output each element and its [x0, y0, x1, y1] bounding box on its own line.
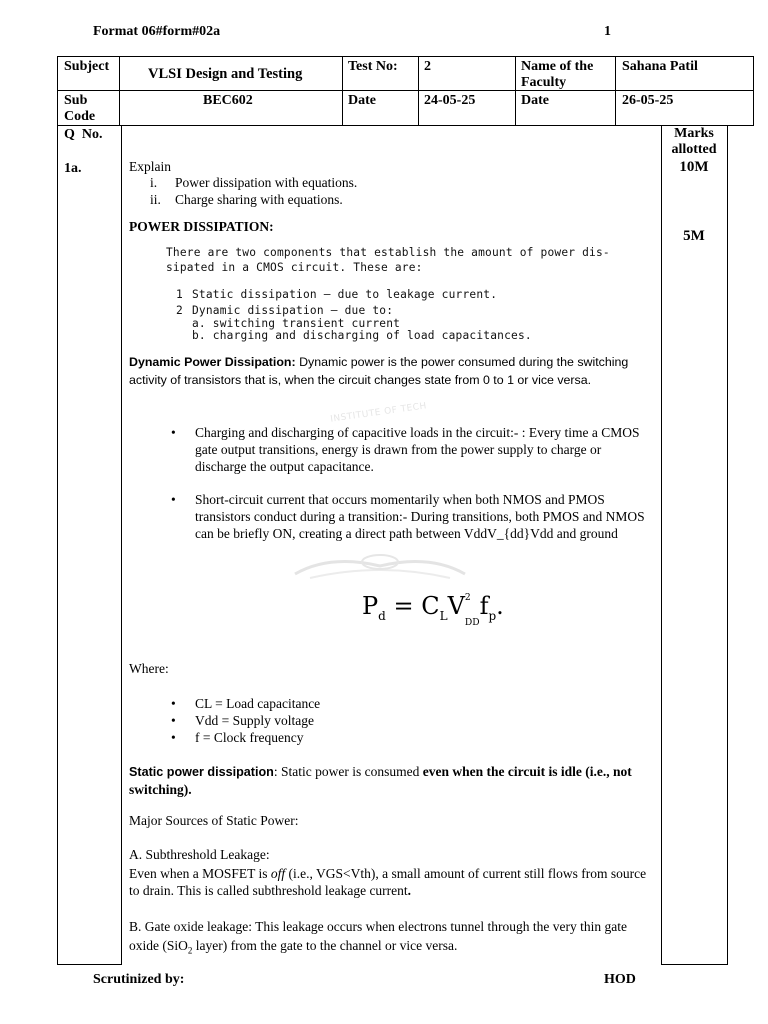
power-equation: $P_d = C_LV$ 2 $_{DD}f_p$.	[362, 592, 504, 629]
explain-label: Explain	[129, 159, 171, 174]
date-label-2: Date	[521, 93, 549, 108]
scanned-item-1-num: 1	[176, 288, 183, 301]
sub-code-label: Sub Code	[64, 93, 96, 124]
test-no-value: 2	[424, 59, 431, 74]
subthreshold-title: A. Subthreshold Leakage:	[129, 847, 270, 862]
scanned-item-1-text: Static dissipation — due to leakage current.	[192, 288, 498, 301]
dynamic-power-title: Dynamic Power Dissipation:	[129, 355, 296, 369]
question-number: 1a.	[64, 161, 82, 176]
marks-total: 10M	[679, 159, 709, 175]
where-label: Where:	[129, 661, 169, 676]
list-item: • Vdd = Supply voltage	[171, 712, 571, 729]
date-value-1: 24-05-25	[424, 93, 476, 108]
sub-item-2-num: ii.	[150, 192, 161, 207]
faculty-label: Name of the Faculty	[521, 59, 594, 90]
sub-item-2-text: Charge sharing with equations.	[175, 192, 343, 207]
date-label-1: Date	[348, 93, 376, 108]
scanned-intro-line-1: There are two components that establish the amount of power dis-	[166, 246, 610, 259]
power-dissipation-heading: POWER DISSIPATION:	[129, 219, 274, 234]
date-value-2: 26-05-25	[622, 93, 674, 108]
scanned-sub-item-b: b. charging and discharging of load capacitances.	[192, 329, 532, 342]
scrutinized-label: Scrutinized by:	[93, 972, 185, 987]
list-item: • Charging and discharging of capacitive loads in the circuit:- : Every time a CMOS gate output transitions, energy is drawn from the power supply to charge or discharge the output capacitance.	[171, 424, 651, 475]
hod-label: HOD	[604, 972, 636, 987]
subthreshold-paragraph: Even when a MOSFET is off (i.e., VGS<Vth), a small amount of current still flows from source to drain. This is called subthreshold leakage current.	[129, 866, 647, 898]
scanned-item-2-text: Dynamic dissipation — due to:	[192, 304, 394, 317]
list-item: • CL = Load capacitance	[171, 695, 571, 712]
gate-oxide-paragraph: B. Gate oxide leakage: This leakage occurs when electrons tunnel through the very thin gate oxide (SiO$_2$ layer) from the gate to the channel or vice versa.	[129, 919, 627, 956]
major-sources-label: Major Sources of Static Power:	[129, 813, 299, 828]
q-no-label: Q No.	[64, 127, 103, 142]
watermark-text: INSTITUTE OF TECH	[329, 401, 428, 425]
list-item: • f = Clock frequency	[171, 729, 571, 746]
dynamic-power-text: Dynamic power is the power consumed during the switching activity of transistors that is, when the circuit changes state from 0 to 1 or vice versa.	[129, 355, 629, 387]
scanned-sub-item-a: a. switching transient current	[192, 317, 401, 330]
dynamic-causes-list	[171, 424, 651, 542]
sub-code-value: BEC602	[203, 93, 253, 108]
test-no-label: Test No:	[348, 59, 398, 74]
static-power-paragraph: Static power dissipation: Static power is consumed even when the circuit is idle (i.e., not switching).	[129, 764, 632, 797]
sub-item-1-text: Power dissipation with equations.	[175, 175, 358, 190]
subject-value: VLSI Design and Testing	[148, 66, 303, 82]
watermark-emblem	[290, 548, 470, 584]
subject-label: Subject	[64, 59, 110, 74]
page-number: 1	[604, 24, 611, 39]
faculty-value: Sahana Patil	[622, 59, 698, 74]
scanned-intro-line-2: sipated in a CMOS circuit. These are:	[166, 261, 423, 274]
list-item: • Short-circuit current that occurs momentarily when both NMOS and PMOS transistors conduct during a transition:- During transitions, both PMOS and NMOS can be briefly ON, creating a direct path between VddV_{dd}Vdd and ground	[171, 491, 651, 542]
sub-item-1-num: i.	[150, 175, 158, 190]
marks-part: 5M	[683, 228, 705, 244]
format-code: Format 06#form#02a	[93, 24, 221, 39]
where-list	[171, 695, 571, 746]
marks-label: Marks allotted	[671, 126, 717, 157]
scanned-item-2-num: 2	[176, 304, 183, 317]
dynamic-power-paragraph	[129, 353, 649, 389]
